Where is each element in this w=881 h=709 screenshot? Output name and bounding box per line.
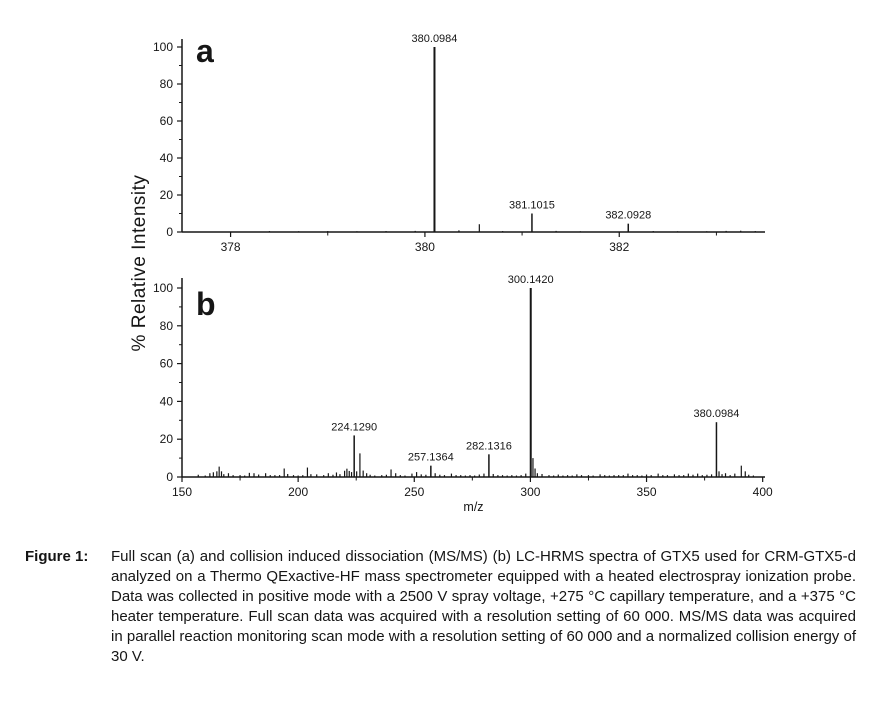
- x-tick-label: 400: [752, 485, 773, 499]
- y-tick-label: 80: [159, 77, 173, 91]
- figure-caption: [25, 547, 857, 667]
- peak-label: 224.1290: [331, 421, 378, 434]
- panel-letter: b: [196, 286, 216, 322]
- peak-label: 282.1316: [465, 440, 512, 453]
- x-tick-label: 380: [414, 240, 435, 254]
- peak-label: 380.0984: [693, 408, 740, 421]
- y-tick-label: 20: [159, 188, 173, 202]
- y-tick-label: 20: [159, 432, 173, 447]
- y-tick-label: 100: [152, 40, 173, 54]
- peak-label: 382.0928: [605, 209, 652, 222]
- figure-caption-text: Full scan (a) and collision induced dissociation (MS/MS) (b) LC-HRMS spectra of GTX5 used for CRM-GTX5-d analyzed on a Thermo QExactive-HF mass spectrometer equipped with a heated electrospray ionization probe. Data was collected in positive mode with a 2500 V spray voltage, +275 °C capillary temperature, and a +375 °C heater temperature. Full scan data was acquired with a resolution setting of 60 000. MS/MS data was acquired in parallel reaction monitoring scan mode with a resolution setting of 60 000 and a normalized collision energy of 30 V.: [111, 548, 856, 665]
- x-tick-label: 378: [220, 240, 241, 254]
- peak-label: 257.1364: [407, 451, 454, 464]
- y-tick-label: 80: [159, 318, 173, 333]
- spectrum-panel-b: [150, 250, 830, 535]
- x-tick-label: 300: [520, 485, 541, 499]
- peak-label: 381.1015: [509, 199, 555, 212]
- y-tick-label: 0: [166, 225, 173, 239]
- x-tick-label: 382: [609, 240, 630, 254]
- y-tick-label: 60: [159, 114, 173, 128]
- x-tick-label: 200: [288, 485, 309, 499]
- peak-label: 380.0984: [411, 33, 458, 45]
- x-tick-label: 250: [404, 485, 425, 499]
- y-tick-label: 0: [166, 470, 173, 484]
- x-tick-label: 150: [171, 485, 193, 499]
- spectrum-panel-a: [150, 10, 830, 260]
- y-tick-label: 40: [159, 394, 173, 409]
- figure-caption-label: Figure 1:: [25, 548, 89, 565]
- panel-letter: a: [196, 33, 214, 69]
- y-tick-label: 100: [152, 281, 173, 295]
- y-axis-label: % Relative Intensity: [129, 174, 150, 352]
- x-axis-title: m/z: [463, 500, 484, 514]
- y-tick-label: 60: [159, 356, 173, 371]
- y-tick-label: 40: [159, 151, 173, 165]
- x-tick-label: 350: [636, 485, 657, 499]
- peak-label: 300.1420: [507, 274, 554, 286]
